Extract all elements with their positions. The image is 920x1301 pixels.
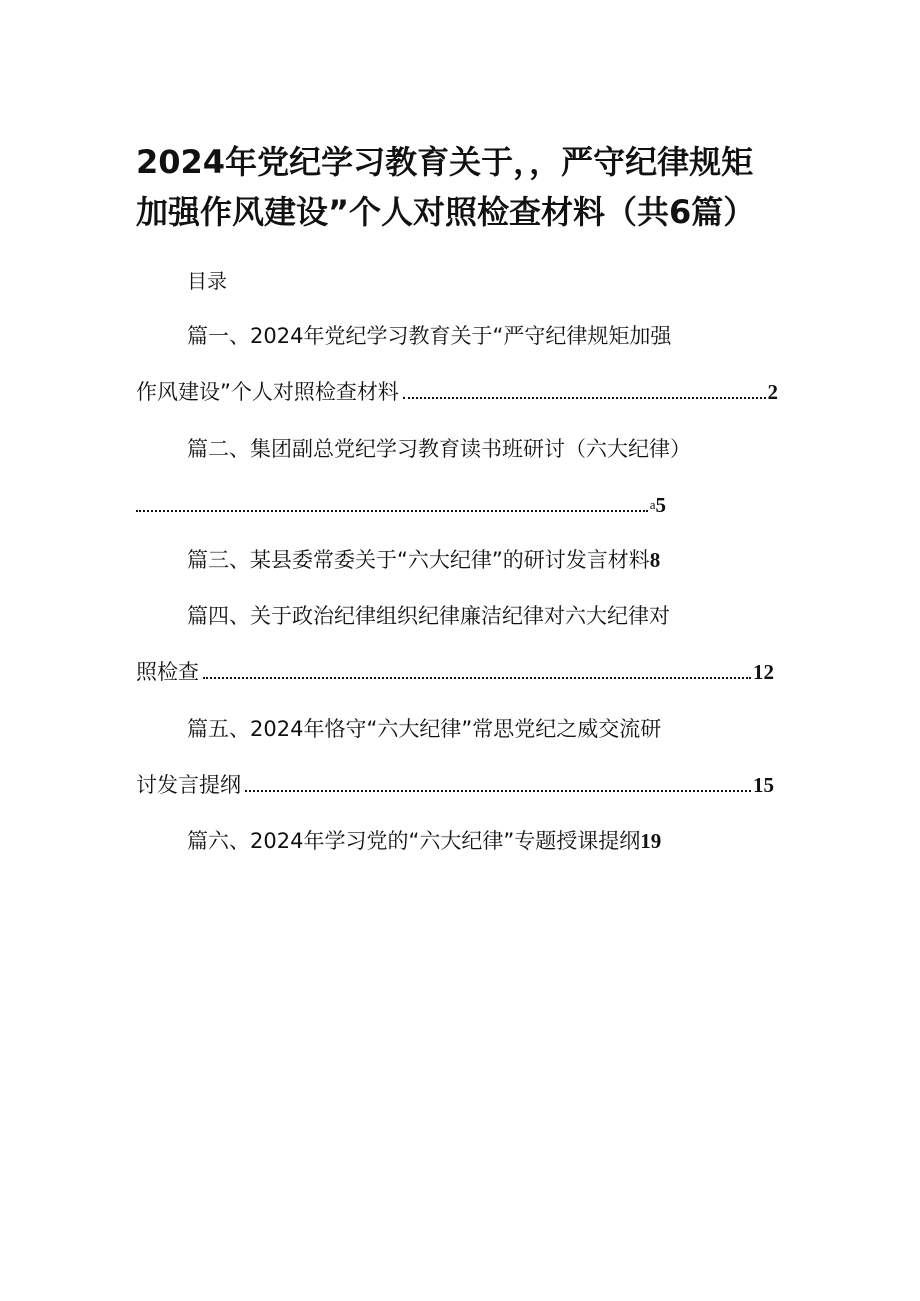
toc-entry-6[interactable] — [187, 826, 661, 856]
toc-entry-1-line-1[interactable]: 篇一、2024年党纪学习教育关于“严守纪律规矩加强 — [187, 324, 672, 348]
toc-entry-2-page: 5 — [655, 493, 666, 517]
document-title-line-1: 2024年党纪学习教育关于，，严守纪律规矩 — [136, 143, 754, 181]
toc-entry-2-marker: a — [649, 497, 656, 512]
toc-entry-3[interactable] — [187, 545, 660, 575]
toc-entry-4-line-1[interactable]: 篇四、关于政治纪律组织纪律廉洁纪律对六大纪律对 — [187, 604, 670, 628]
toc-entry-6-page: 19 — [640, 829, 662, 853]
toc-entry-5-page: 15 — [753, 773, 774, 797]
toc-entry-1-text: 作风建设”个人对照检查材料 — [136, 380, 399, 404]
toc-heading: 目录 — [187, 269, 227, 293]
toc-entry-4-text: 照检查 — [136, 660, 199, 684]
toc-entry-2-line-1[interactable]: 篇二、集团副总党纪学习教育读书班研讨（六大纪律） — [187, 437, 691, 461]
toc-entry-4-page: 12 — [753, 660, 774, 684]
document-title-line-2: 加强作风建设”个人对照检查材料（共6篇） — [136, 193, 756, 231]
toc-entry-4-line-2[interactable] — [136, 657, 774, 687]
toc-leader-dots — [203, 676, 751, 679]
toc-entry-5-line-2[interactable] — [136, 770, 774, 800]
toc-entry-5-text: 讨发言提纲 — [136, 773, 241, 797]
toc-entry-2-line-2[interactable] — [136, 490, 666, 520]
toc-entry-1-line-2[interactable] — [136, 377, 778, 407]
toc-entry-1-page: 2 — [767, 380, 778, 404]
toc-entry-3-text: 篇三、某县委常委关于“六大纪律”的研讨发言材料 — [187, 548, 650, 572]
toc-entry-3-page: 8 — [649, 548, 661, 572]
toc-leader-dots — [136, 509, 648, 512]
toc-entry-5-line-1[interactable]: 篇五、2024年恪守“六大纪律”常思党纪之威交流研 — [187, 717, 662, 741]
toc-entry-6-text: 篇六、2024年学习党的“六大纪律”专题授课提纲 — [187, 829, 641, 853]
toc-leader-dots — [403, 396, 766, 399]
toc-leader-dots — [245, 789, 751, 792]
